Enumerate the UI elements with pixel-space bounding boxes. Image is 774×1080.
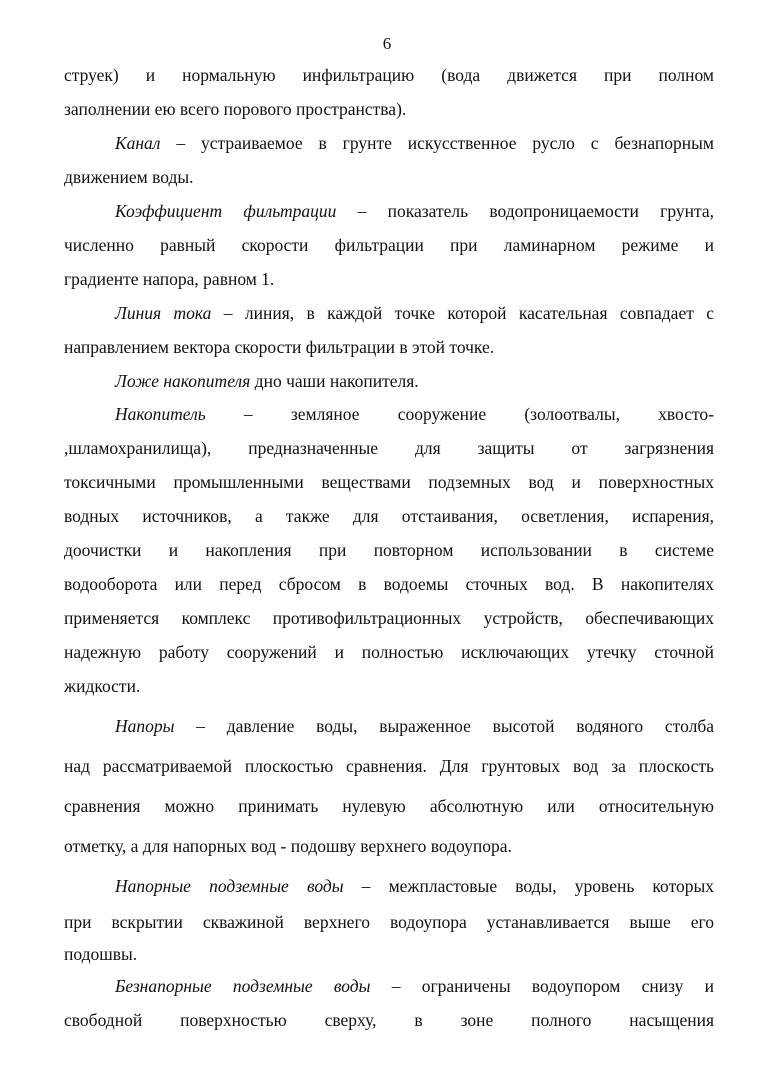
text-line: ,шламохранилища), предназначенные для защиты от загрязнения: [64, 438, 714, 458]
text-line: направлением вектора скорости фильтрации в этой точке.: [64, 337, 495, 357]
definition-text: – показатель водопроницаемости грунта,: [336, 201, 715, 221]
page-number: 6: [382, 34, 392, 53]
text-line: свободной поверхностью сверху, в зоне полного насыщения: [64, 1010, 714, 1030]
term-napory: Напоры: [115, 716, 175, 736]
definition-line: [115, 401, 714, 427]
text-line: подошвы.: [64, 944, 138, 964]
text-line: движением воды.: [64, 167, 194, 187]
text-line: водных источников, а также для отстаивания, осветления, испарения,: [64, 506, 714, 526]
text-line: градиенте напора, равном 1.: [64, 269, 275, 289]
definition-line: [115, 198, 714, 224]
definition-line: [115, 973, 714, 999]
text-line: численно равный скорости фильтрации при ламинарном режиме и: [64, 235, 714, 255]
text-line: при вскрытии скважиной верхнего водоупора устанавливается выше его: [64, 912, 714, 932]
text-line: отметку, а для напорных вод - подошву верхнего водоупора.: [64, 836, 512, 856]
text-line: над рассматриваемой плоскостью сравнения. Для грунтовых вод за плоскость: [64, 756, 714, 776]
term-beznapornye-podzemnye-vody: Безнапорные подземные воды: [115, 976, 371, 996]
definition-line: [115, 300, 714, 326]
definition-line: [115, 713, 714, 739]
term-kanal: Канал: [115, 133, 161, 153]
text-line: доочистки и накопления при повторном использовании в системе: [64, 540, 714, 560]
definition-line: [115, 873, 714, 899]
term-liniya-toka: Линия тока: [115, 303, 212, 323]
text-line: струек) и нормальную инфильтрацию (вода движется при полном: [64, 65, 714, 85]
definition-text: – устраиваемое в грунте искусственное русло с безнапорным: [160, 133, 714, 153]
definition-text: – давление воды, выраженное высотой водяного столба: [174, 716, 714, 736]
definition-line: [115, 368, 714, 394]
text-line: надежную работу сооружений и полностью исключающих утечку сточной: [64, 642, 714, 662]
term-koefficient-filtracii: Коэффициент фильтрации: [115, 201, 337, 221]
text-line: токсичными промышленными веществами подземных вод и поверхностных: [64, 472, 714, 492]
text-line: заполнении ею всего порового пространства).: [64, 99, 407, 119]
term-napornye-podzemnye-vody: Напорные подземные воды: [115, 876, 344, 896]
text-line: сравнения можно принимать нулевую абсолютную или относительную: [64, 796, 714, 816]
text-line: применяется комплекс противофильтрационных устройств, обеспечивающих: [64, 608, 714, 628]
definition-text: – ограничены водоупором снизу и: [370, 976, 714, 996]
definition-text: – межпластовые воды, уровень которых: [343, 876, 714, 896]
text-line: жидкости.: [64, 676, 141, 696]
definition-text: – линия, в каждой точке которой касательная совпадает с: [211, 303, 715, 323]
definition-text: – земляное сооружение (золоотвалы, хвосто-: [205, 404, 714, 424]
term-nakopitel: Накопитель: [115, 404, 206, 424]
text-line: водооборота или перед сбросом в водоемы сточных вод. В накопителях: [64, 574, 714, 594]
definition-text: дно чаши накопителя.: [250, 371, 419, 391]
term-lozhe-nakopitelya: Ложе накопителя: [115, 371, 251, 391]
definition-line: [115, 130, 714, 156]
